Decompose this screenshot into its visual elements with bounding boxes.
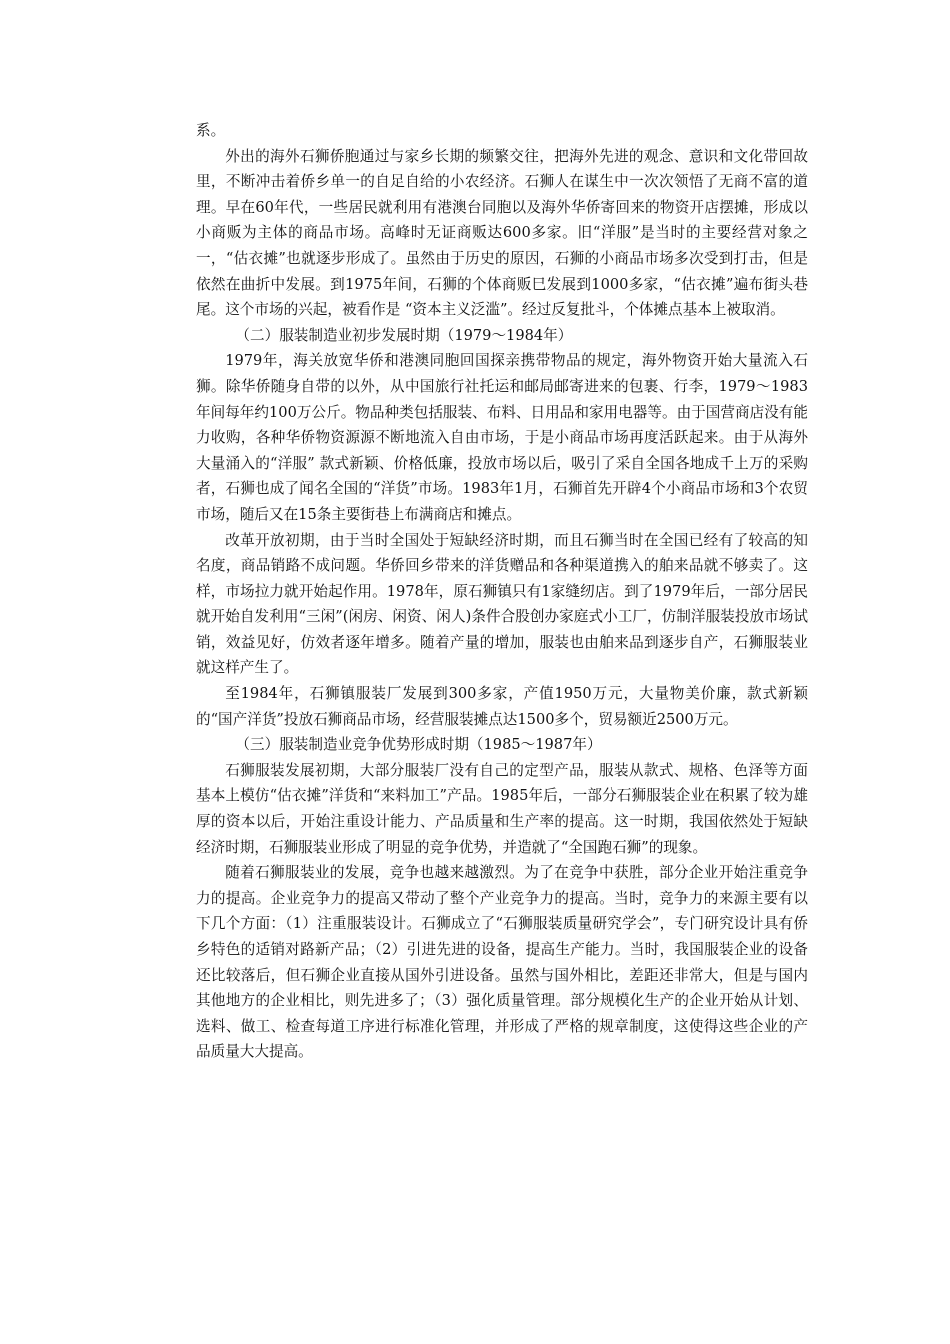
section-heading-3: （三）服装制造业竞争优势形成时期（1985～1987年） bbox=[235, 736, 602, 754]
document-page bbox=[196, 118, 808, 1065]
paragraph-continuation: 系。 bbox=[196, 122, 226, 139]
paragraph-1984-summary: 至1984年，石狮镇服装厂发展到300多家，产值1950万元，大量物美价廉，款式新颖的“国产洋货”投放石狮商品市场，经营服装摊点达1500多个，贸易额近2500万元。 bbox=[196, 685, 808, 728]
paragraph-1979-customs: 1979年，海关放宽华侨和港澳同胞回国探亲携带物品的规定，海外物资开始大量流入石狮。除华侨随身自带的以外，从中国旅行社托运和邮局邮寄进来的包裹、行李，1979～1983年间每年约100万公斤。物品种类包括服装、布料、日用品和家用电器等。由于国营商店没有能力收购，各种华侨物资源源不断地流入自由市场，于是小商品市场再度活跃起来。由于从海外大量涌入的“洋服” 款式新颖、价格低廉，投放市场以后，吸引了采自全国各地成千上万的采购者，石狮也成了闻名全国的“洋货”市场。1983年1月，石狮首先开辟4个小商品市场和3个农贸市场，随后又在15条主要街巷上布满商店和摊点。 bbox=[196, 352, 808, 523]
paragraph-reform-opening: 改革开放初期，由于当时全国处于短缺经济时期，而且石狮当时在全国已经有了较高的知名度，商品销路不成问题。华侨回乡带来的洋货赠品和各种渠道携入的舶来品就不够卖了。这样，市场拉力就开始起作用。1978年，原石狮镇只有1家缝纫店。到了1979年后，一部分居民就开始自发利用“三闲”(闲房、闲资、闲人)条件合股创办家庭式小工厂，仿制洋服装投放市场试销，效益见好，仿效者逐年增多。随着产量的增加，服装也由舶来品到逐步自产，石狮服装业就这样产生了。 bbox=[196, 531, 808, 677]
paragraph-early-development: 石狮服装发展初期，大部分服装厂没有自己的定型产品，服装从款式、规格、色泽等方面基本上模仿“估衣摊”洋货和“来料加工”产品。1985年后，一部分石狮服装企业在积累了较为雄厚的资本以后，开始注重设计能力、产品质量和生产率的提高。这一时期，我国依然处于短缺经济时期，石狮服装业形成了明显的竞争优势，并造就了“全国跑石狮”的现象。 bbox=[196, 761, 808, 856]
paragraph-competitiveness: 随着石狮服装业的发展，竞争也越来越激烈。为了在竞争中获胜，部分企业开始注重竞争力的提高。企业竞争力的提高又带动了整个产业竞争力的提高。当时，竞争力的来源主要有以下几个方面：（1）注重服装设计。石狮成立了“石狮服装质量研究学会”，专门研究设计具有侨乡特色的适销对路新产品；（2）引进先进的设备，提高生产能力。当时，我国服装企业的设备还比较落后，但石狮企业直接从国外引进设备。虽然与国外相比，差距还非常大，但是与国内其他地方的企业相比，则先进多了；（3）强化质量管理。部分规模化生产的企业开始从计划、选料、做工、检查每道工序进行标准化管理，并形成了严格的规章制度，这使得这些企业的产品质量大大提高。 bbox=[196, 864, 808, 1061]
section-heading-2: （二）服装制造业初步发展时期（1979～1984年） bbox=[235, 326, 573, 344]
paragraph-overseas-chinese-influence: 外出的海外石狮侨胞通过与家乡长期的频繁交往，把海外先进的观念、意识和文化带回故里，不断冲击着侨乡单一的自足自给的小农经济。石狮人在谋生中一次次领悟了无商不富的道理。早在60年代，一些居民就利用有港澳台同胞以及海外华侨寄回来的物资开店摆摊，形成以小商贩为主体的商品市场。高峰时无证商贩达600多家。旧“洋服”是当时的主要经营对象之一，“估衣摊”也就逐步形成了。虽然由于历史的原因，石狮的小商品市场多次受到打击，但是依然在曲折中发展。到1975年间，石狮的个体商贩巳发展到1000多家，“估衣摊”遍布街头巷尾。这个市场的兴起，被看作是 “资本主义泛滥”。经过反复批斗，个体摊点基本上被取消。 bbox=[196, 147, 808, 319]
